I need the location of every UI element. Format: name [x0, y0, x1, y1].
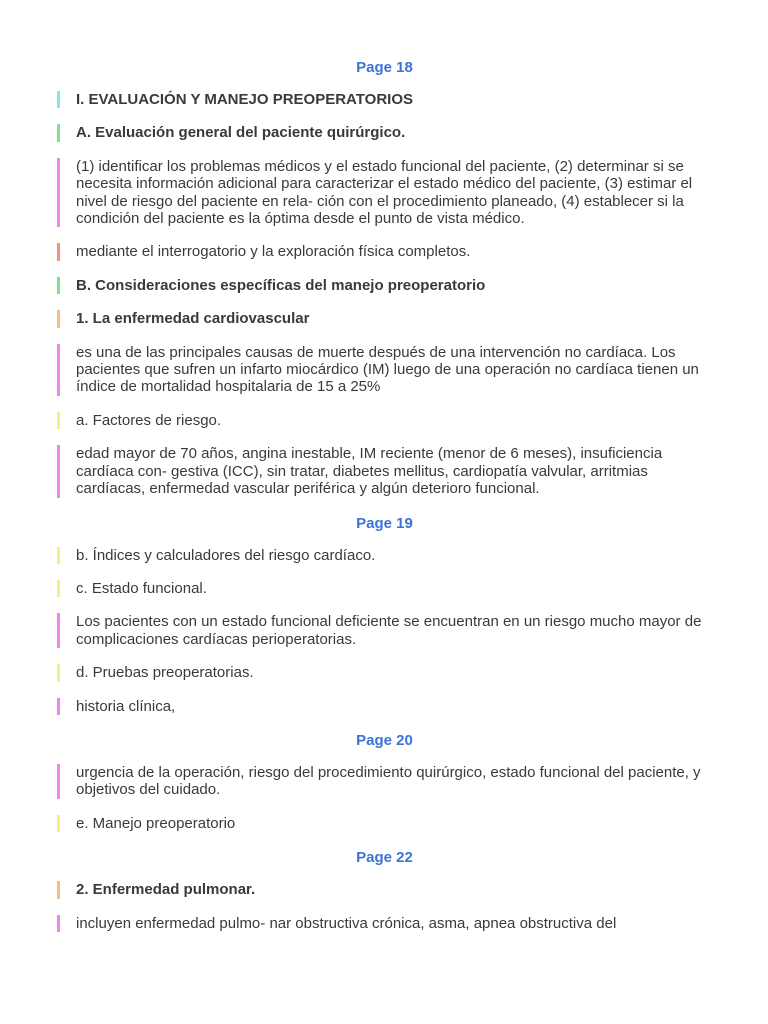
- highlight-marker: [57, 277, 60, 294]
- highlight-text: [57, 412, 712, 429]
- highlight-text: [57, 158, 712, 228]
- highlight-marker: [57, 445, 60, 497]
- paragraph-text: a. Factores de riesgo.: [76, 411, 222, 429]
- highlight-marker: [57, 698, 60, 715]
- paragraph-text: mediante el interrogatorio y la exploración física completos.: [76, 243, 471, 261]
- highlight-text: [57, 698, 712, 715]
- highlight-heading: [57, 124, 712, 141]
- highlight-text: [57, 613, 712, 648]
- highlight-text: [57, 445, 712, 497]
- highlight-text: [57, 815, 712, 832]
- heading-text: A. Evaluación general del paciente quirúrgico.: [76, 124, 406, 142]
- paragraph-text: b. Índices y calculadores del riesgo cardíaco.: [76, 546, 376, 564]
- page-label-20: Page 20: [356, 731, 413, 749]
- paragraph-text: d. Pruebas preoperatorias.: [76, 664, 254, 682]
- highlight-text: [57, 664, 712, 681]
- highlight-heading: [57, 277, 712, 294]
- highlight-marker: [57, 243, 60, 260]
- highlight-text: [57, 580, 712, 597]
- paragraph-text: es una de las principales causas de muerte después de una intervención no cardíaca. Los pacientes que sufren un infarto miocárdico (IM) luego de una operación no cardíaca tienen un índice de mortalidad hospitalaria de 15 a 25%: [76, 343, 699, 396]
- highlight-text: [57, 915, 712, 932]
- heading-text: 2. Enfermedad pulmonar.: [76, 881, 256, 899]
- highlight-text: [57, 547, 712, 564]
- highlight-marker: [57, 412, 60, 429]
- heading-text: B. Consideraciones específicas del manejo preoperatorio: [76, 276, 486, 294]
- highlight-marker: [57, 344, 60, 396]
- paragraph-text: Los pacientes con un estado funcional deficiente se encuentran en un riesgo mucho mayor de complicaciones cardíacas perioperatorias.: [76, 613, 702, 648]
- paragraph-text: e. Manejo preoperatorio: [76, 814, 236, 832]
- highlight-marker: [57, 815, 60, 832]
- highlight-text: [57, 243, 712, 260]
- paragraph-text: historia clínica,: [76, 697, 176, 715]
- highlight-text: [57, 344, 712, 396]
- highlight-marker: [57, 91, 60, 108]
- highlight-marker: [57, 158, 60, 228]
- highlight-heading: [57, 881, 712, 898]
- page-label-22: Page 22: [356, 849, 413, 867]
- paragraph-text: (1) identificar los problemas médicos y el estado funcional del paciente, (2) determinar si se necesita información adicional para caracterizar el estado médico del paciente, (3) estimar el nivel de riesgo del paciente en rela- ción con el procedimiento planeado, (4) establecer si la condición del paciente es la óptima desde el punto de vista médico.: [76, 157, 693, 228]
- highlight-heading: [57, 310, 712, 327]
- highlight-marker: [57, 547, 60, 564]
- highlight-marker: [57, 664, 60, 681]
- paragraph-text: urgencia de la operación, riesgo del procedimiento quirúrgico, estado funcional del paciente, y objetivos del cuidado.: [76, 763, 701, 799]
- highlight-marker: [57, 580, 60, 597]
- highlight-marker: [57, 915, 60, 932]
- highlight-marker: [57, 613, 60, 648]
- highlight-marker: [57, 881, 60, 898]
- heading-text: 1. La enfermedad cardiovascular: [76, 310, 310, 328]
- highlight-heading: [57, 91, 712, 108]
- highlight-marker: [57, 124, 60, 141]
- heading-text: I. EVALUACIÓN Y MANEJO PREOPERATORIOS: [76, 91, 414, 108]
- paragraph-text: c. Estado funcional.: [76, 579, 207, 597]
- highlight-marker: [57, 764, 60, 799]
- page-label-19: Page 19: [356, 514, 413, 532]
- paragraph-text: edad mayor de 70 años, angina inestable, IM reciente (menor de 6 meses), insuficiencia cardíaca con- gestiva (ICC), sin tratar, diabetes mellitus, cardiopatía valvular, arritmias cardíacas, enfermedad vascular periférica y algún deterioro funcional.: [76, 445, 663, 498]
- page-label-18: Page 18: [356, 59, 413, 76]
- highlight-text: [57, 764, 712, 799]
- highlight-marker: [57, 310, 60, 327]
- paragraph-text: incluyen enfermedad pulmo- nar obstructiva crónica, asma, apnea obstructiva del: [76, 914, 617, 932]
